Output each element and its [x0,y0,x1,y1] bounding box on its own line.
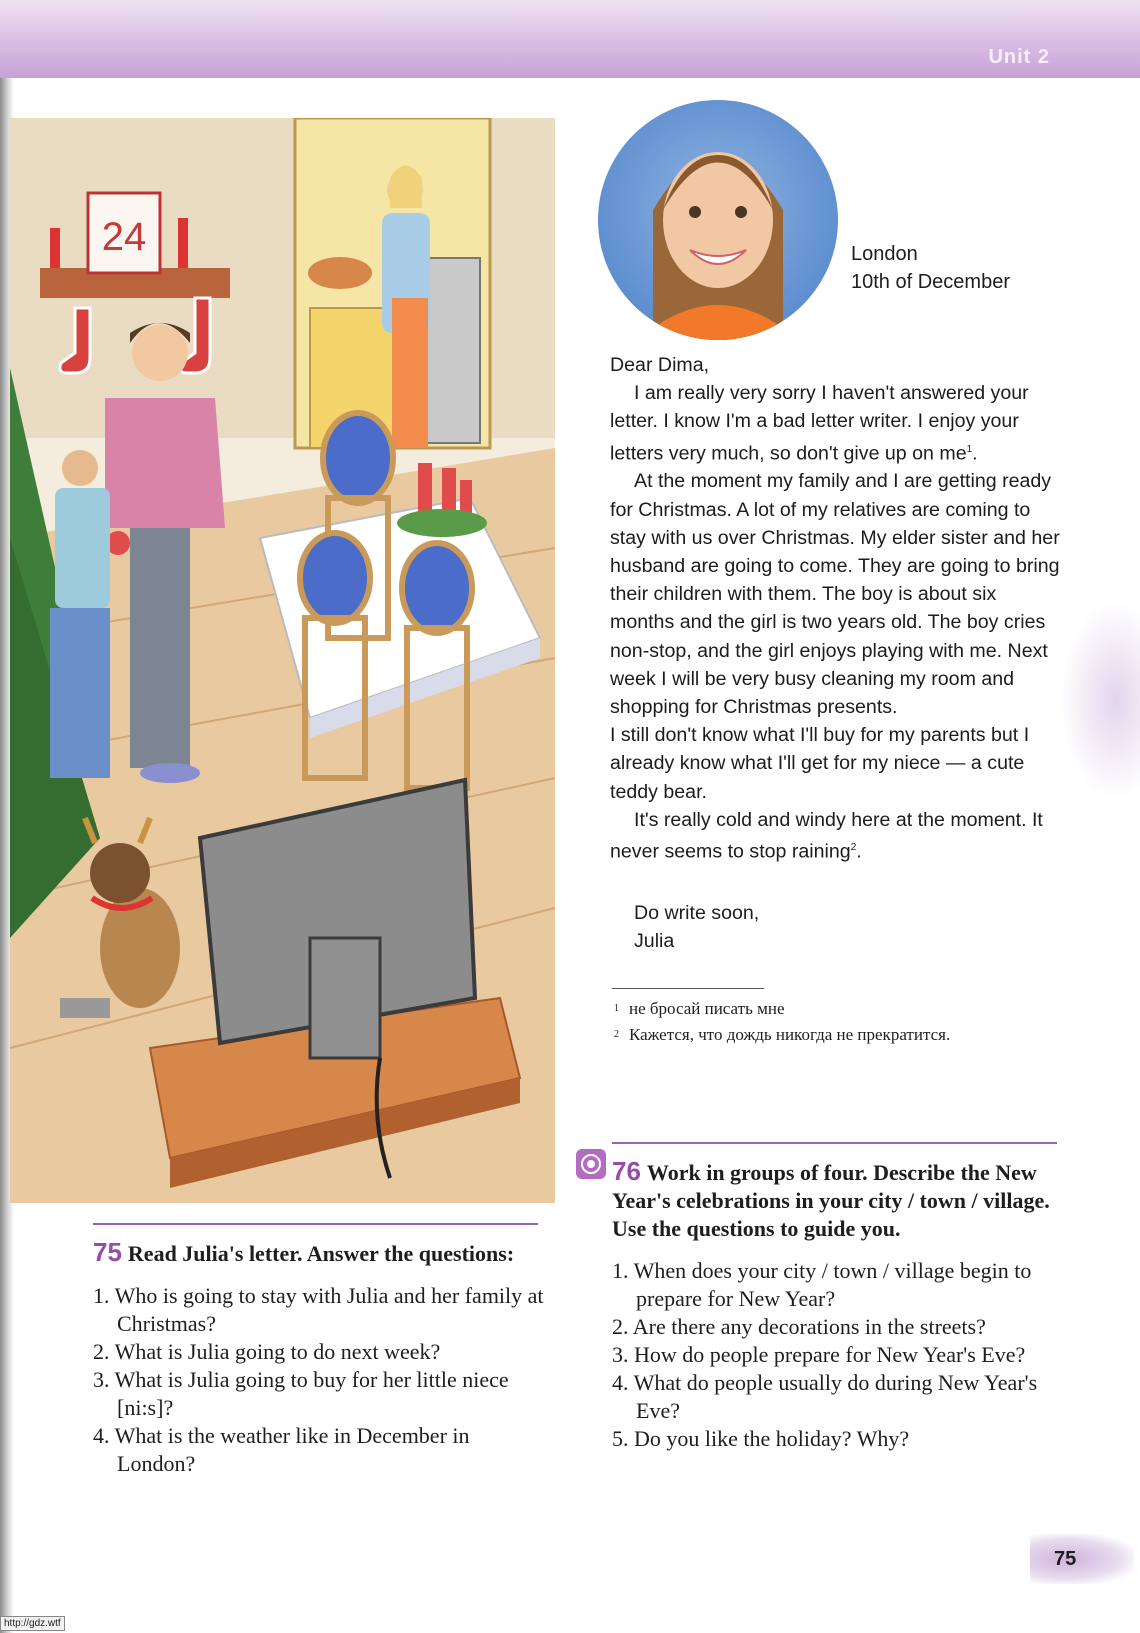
exercise-76-heading: 76 Work in groups of four. Describe the New Year's celebrations in your city / town / village. Use the questions to guide you. [612,1156,1050,1241]
question-item: 2. Are there any decorations in the streets? [612,1314,986,1339]
question-item: 4. What do people usually do during New Year's Eve? [612,1370,1038,1423]
exercise-75-questions [93,1282,553,1478]
footnote-rule [612,988,764,989]
julia-portrait [598,100,838,340]
exercise-76-rule [612,1142,1057,1144]
footnote-item: $^2$ Кажется, что дождь никогда не прекратится. [614,1025,951,1044]
question-item: 1. When does your city / town / village begin to prepare for New Year? [612,1258,1032,1311]
exercise-75-rule [93,1223,538,1225]
father-figure [132,325,188,381]
page-number: 75 [1030,1534,1134,1584]
letter-paragraph: I am really very sorry I haven't answered your letter. I know I'm a bad letter writer. I enjoy your letters very much, so don't give up on $me^1$. [610,382,1029,465]
letter-signature: Julia [634,930,675,952]
exercise-76-questions [612,1257,1072,1453]
letter-paragraph: It's really cold and windy here at the moment. It never seems to stop raining$^2$. [610,808,1043,863]
letter-signoff [634,899,759,955]
letter-body [610,351,1060,866]
christmas-room-illustration [10,118,555,1203]
exercise-75 [93,1238,553,1478]
question-item: 2. What is Julia going to do next week? [93,1339,441,1364]
question-item: 5. Do you like the holiday? Why? [612,1426,910,1451]
group-work-icon [576,1149,606,1179]
watermark-link[interactable]: http://gdz.wtf [0,1616,65,1631]
letter-paragraph: I still don't know what I'll buy for my parents but I already know what I'll get for my niece — a cute teddy bear. [610,724,1030,803]
letter-place: London [851,243,918,265]
letter-paragraph: At the moment my family and I are getting ready for Christmas. A lot of my relatives are coming to stay with us over Christmas. My elder sister and her husband are going to come. They are going to bring their children with them. The boy is about six months and the girl is two years old. The boy cries non-stop, and the girl enjoys playing with me. Next week I will be very busy cleaning my room and shopping for Christmas presents. [610,470,1060,718]
question-item: 1. Who is going to stay with Julia and her family at Christmas? [93,1283,544,1336]
exercise-75-heading: 75 Read Julia's letter. Answer the questions: [93,1237,515,1267]
unit-label: Unit 2 [988,46,1050,68]
top-band [0,0,1140,78]
letter-date: 10th of December [851,271,1010,293]
footnote-mark: 2 [850,841,857,853]
letter-greeting: Dear Dima, [610,354,710,376]
calendar-number: 24 [101,215,147,259]
letter-closing: Do write soon, [634,902,760,924]
exercise-76 [612,1157,1072,1453]
exercise-75-number: 75 [93,1237,122,1267]
footnote-item: $^1$ не бросай писать мне [614,999,785,1018]
question-item: 4. What is the weather like in December in London? [93,1423,470,1476]
exercise-76-number: 76 [612,1156,641,1186]
page-smudge [1060,600,1140,800]
child-figure [62,450,98,486]
footnote-mark: 1 [966,443,973,455]
footnotes [614,996,950,1048]
question-item: 3. What is Julia going to buy for her little niece [ni:s]? [93,1367,509,1420]
question-item: 3. How do people prepare for New Year's Eve? [612,1342,1026,1367]
